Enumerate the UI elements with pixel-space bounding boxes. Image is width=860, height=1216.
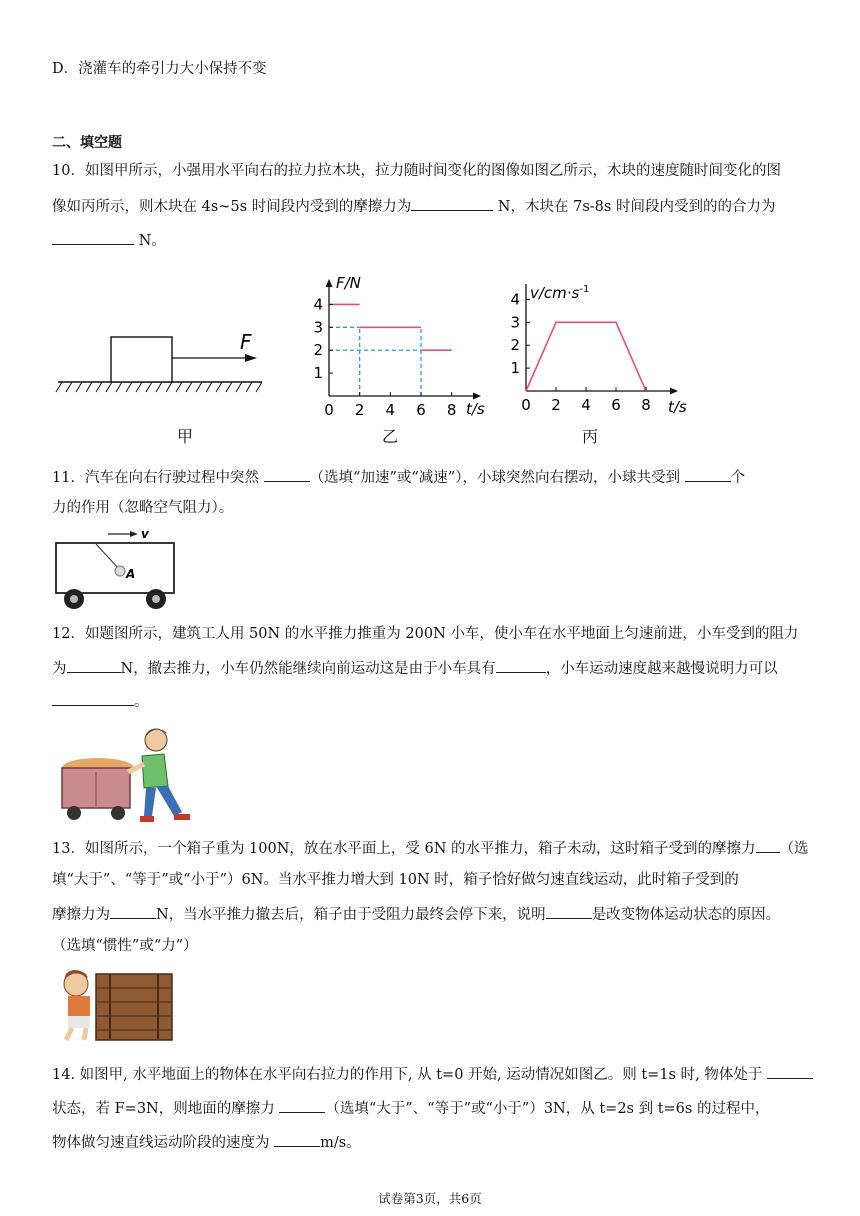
q12-line1: 12．如题图所示，建筑工人用 50N 的水平推力推重为 200N 小车，使小车在水平地面上匀速前进，小车受到的阻力 [52,626,799,642]
bing-ylabel [530,284,589,302]
car-body [56,543,174,593]
bing-ytick-label-4: 4 [510,290,520,309]
q10-blank-1[interactable] [411,195,493,211]
caption-jia: 甲 [177,427,194,446]
q13-text-3a: 摩擦力为 [52,907,110,923]
bing-xtick-label-2: 2 [551,396,561,414]
yi-xtick-label-8: 8 [446,401,457,419]
q13-line3 [52,903,780,925]
yi-ytick-label-1: 1 [313,364,323,383]
bing-xtick-label-4: 4 [581,396,591,414]
figure-boy-box [54,968,176,1044]
q13-blank-2[interactable] [110,903,156,919]
velocity-arrowhead [130,531,138,537]
yi-ytick-label-4: 4 [313,295,323,314]
worker-figure [128,729,190,822]
bing-x-arrowhead [670,388,678,395]
yi-y-arrowhead [326,279,333,287]
q12-text-2b: N，撤去推力，小车仍然能继续向前运动这是由于小车具有 [120,661,496,677]
q13-line4: （选填“惯性”或“力”） [52,938,198,954]
q13-text-1a: 13．如图所示，一个箱子重为 100N，放在水平面上，受 6N 的水平推力，箱子未动，这时箱子受到的摩擦力 [52,841,756,857]
bing-xlabel: t/s [668,398,687,416]
section-title: 二、填空题 [52,135,122,151]
q10-blank-2[interactable] [52,229,134,245]
q11-text-1a: 11．汽车在向右行驶过程中突然 [52,470,259,486]
q10-line2 [52,195,775,217]
q11-blank-1[interactable] [264,466,310,482]
force-label: F [240,330,252,354]
q13-text-3b: N，当水平推力撤去后，箱子由于受阻力最终会停下来，说明 [156,907,546,923]
bing-ytick-label-1: 1 [510,359,520,378]
chart-bing [505,284,695,424]
q14-text-2a: 状态，若 F=3N，则地面的摩擦力 [52,1101,275,1117]
q13-line1 [52,837,809,859]
q13-blank-3[interactable] [546,903,592,919]
q14-text-2b: （选填“大于”、“等于”或“小于”）3N，从 t=2s 到 t=6s 的过程中， [325,1101,770,1117]
q12-line2 [52,657,778,679]
q12-blank-1[interactable] [67,657,121,673]
pendulum-ball [115,566,125,576]
q13-blank-1[interactable] [756,837,780,853]
q14-text-1a: 14. 如图甲, 水平地面上的物体在水平向右拉力的作用下, 从 t=0 开始, 运动情况如图乙。则 t=1s 时, 物体处于 [52,1067,763,1083]
q10-line1: 10．如图甲所示，小强用水平向右的拉力拉木块，拉力随时间变化的图像如图乙所示，木块的速度随时间变化的图 [52,163,781,179]
ground-hatching [56,382,262,392]
wooden-block [111,337,172,382]
yi-ytick-label-2: 2 [313,341,323,360]
bing-xtick-label-6: 6 [611,396,621,414]
chart-yi [300,272,500,422]
q10-text-3: N。 [134,233,166,249]
velocity-label: v [141,530,149,541]
q14-blank-2[interactable] [279,1097,325,1113]
q11-line2: 力的作用（忽略空气阻力）。 [52,500,234,516]
bing-ylabel-sup: -1 [579,284,590,295]
q14-line3 [52,1131,361,1153]
wooden-crate [96,974,172,1040]
q10-text-2a: 像如丙所示，则木块在 4s~5s 时间段内受到的摩擦力为 [52,199,412,215]
yi-xtick-label-4: 4 [385,401,396,419]
figure-car [52,530,182,612]
yi-xtick-label-2: 2 [354,401,365,419]
force-arrowhead [245,354,257,362]
q12-line3 [52,690,149,712]
caption-bing: 丙 [582,427,599,446]
q13-text-3c: 是改变物体运动状态的原因。 [591,907,781,923]
q14-line1 [52,1063,813,1085]
bing-xtick-label-8: 8 [641,396,651,414]
q12-text-3: 。 [134,694,149,710]
bing-velocity-line [526,322,646,391]
q12-blank-3[interactable] [52,690,134,706]
cart-wheel-right [111,806,125,820]
bing-ytick-label-3: 3 [510,313,520,332]
yi-xlabel: t/s [466,400,485,418]
q10-text-2b: N，木块在 7s-8s 时间段内受到的的合力为 [493,199,776,215]
q14-text-3a: 物体做匀速直线运动阶段的速度为 [52,1135,270,1151]
car-wheel-right [146,589,166,609]
page-footer: 试卷第3页，共6页 [378,1191,482,1206]
q13-text-1b: （选 [779,841,809,857]
q13-line2: 填“大于”、“等于”或“小于”）6N。当水平推力增大到 10N 时，箱子恰好做匀速直线运动，此时箱子受到的 [52,872,739,888]
q11-text-1b: （选填“加速”或“减速”），小球突然向右摆动，小球共受到 [309,470,680,486]
q14-line2 [52,1097,769,1119]
car-wheel-left [64,589,84,609]
q12-blank-2[interactable] [496,657,546,673]
yi-ytick-label-3: 3 [313,318,323,337]
q11-text-1c: 个 [730,470,746,486]
q12-text-2c: ，小车运动速度越来越慢说明力可以 [545,661,778,677]
bing-ylabel-main: v/cm·s [530,284,580,302]
yi-ylabel: F/N [336,274,361,292]
caption-yi: 乙 [382,427,399,446]
figure-worker-cart [56,724,198,826]
yi-xtick-label-0: 0 [324,401,334,419]
q12-text-2a: 为 [52,661,67,677]
boy-figure [64,970,90,1040]
bing-ytick-label-2: 2 [510,336,520,355]
ball-label: A [126,567,136,581]
q14-blank-1[interactable] [767,1063,813,1079]
q14-text-3b: m/s。 [320,1135,361,1151]
bing-xtick-label-0: 0 [521,396,531,414]
q9-option-d: D．浇灌车的牵引力大小保持不变 [52,61,267,77]
yi-x-arrowhead [473,393,481,400]
cart-wheel-left [67,806,81,820]
q10-line3 [52,229,166,251]
figure-jia [52,322,272,396]
q11-line1 [52,466,745,488]
yi-xtick-label-6: 6 [416,401,426,419]
q14-blank-3[interactable] [274,1131,320,1147]
q11-blank-2[interactable] [685,466,731,482]
